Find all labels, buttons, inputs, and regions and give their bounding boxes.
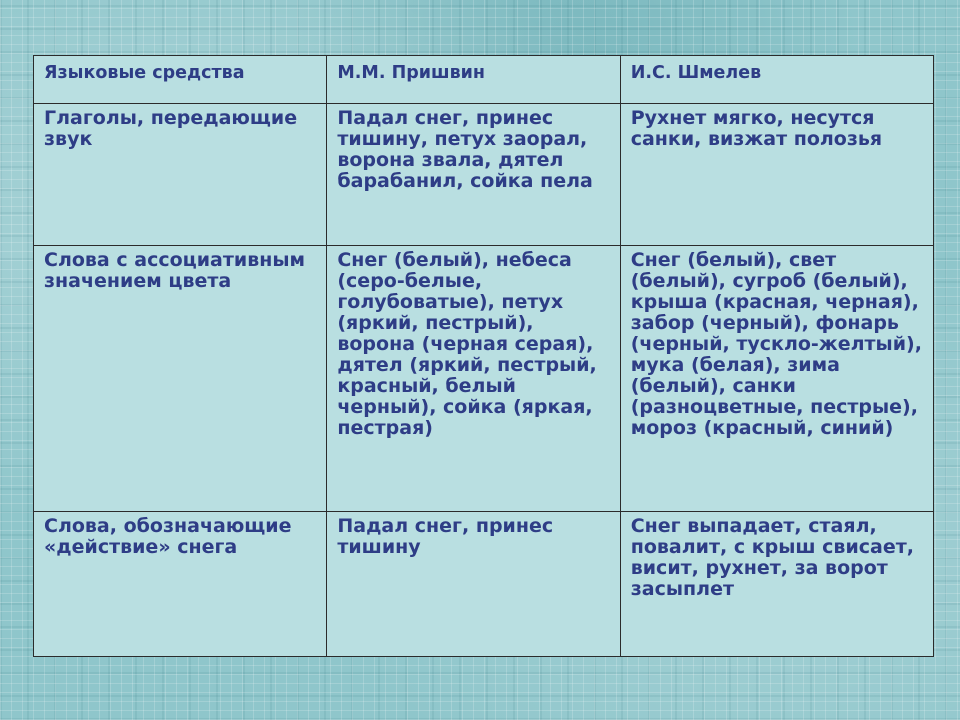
header-prishvin: М.М. Пришвин	[327, 56, 620, 104]
table-header-row	[34, 56, 934, 104]
table-row	[34, 246, 934, 512]
shmelev-cell: Снег выпадает, стаял, повалит, с крыш свисает, висит, рухнет, за ворот засыплет	[620, 512, 933, 657]
row-label-cell: Глаголы, передающие звук	[34, 104, 327, 246]
header-language-means: Языковые средства	[34, 56, 327, 104]
row-label-cell: Слова, обозначающие «действие» снега	[34, 512, 327, 657]
shmelev-cell: Рухнет мягко, несутся санки, визжат полозья	[620, 104, 933, 246]
table-row	[34, 512, 934, 657]
prishvin-cell: Падал снег, принес тишину, петух заорал, ворона звала, дятел барабанил, сойка пела	[327, 104, 620, 246]
row-label-cell: Слова с ассоциативным значением цвета	[34, 246, 327, 512]
prishvin-cell: Снег (белый), небеса (серо-белые, голубоватые), петух (яркий, пестрый), ворона (черная серая), дятел (яркий, пестрый, красный, белый черный), сойка (яркая, пестрая)	[327, 246, 620, 512]
header-shmelev: И.С. Шмелев	[620, 56, 933, 104]
shmelev-cell: Снег (белый), свет (белый), сугроб (белый), крыша (красная, черная), забор (черный), фонарь (черный, тускло-желтый), мука (белая), зима (белый), санки (разноцветные, пестрые), мороз (красный, синий)	[620, 246, 933, 512]
prishvin-cell: Падал снег, принес тишину	[327, 512, 620, 657]
table-row	[34, 104, 934, 246]
comparison-table	[33, 55, 934, 657]
